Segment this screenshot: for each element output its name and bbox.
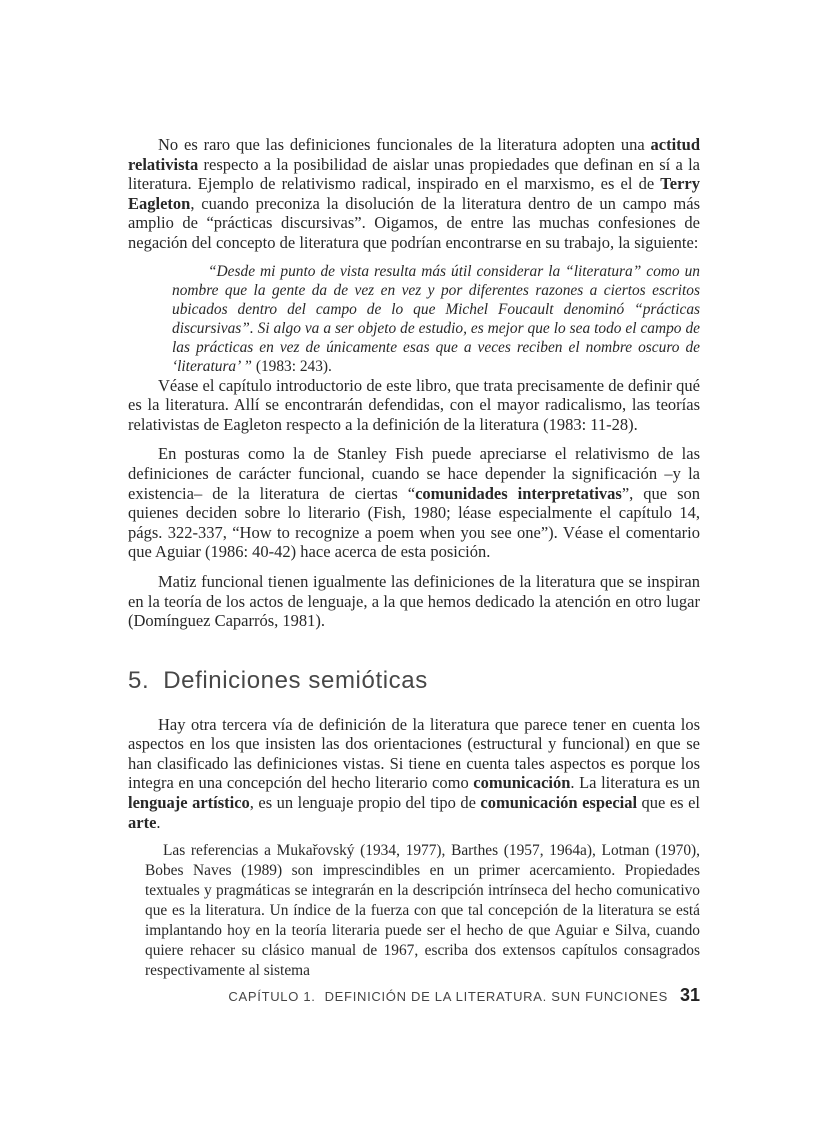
body-paragraph-3: En posturas como la de Stanley Fish puede apreciarse el relativismo de las definiciones de carácter funcional, cuando se hace depender la significación –y la existencia– de la literatura de ciertas “comunidades interpretativas”, que son quienes deciden sobre lo literario (Fish, 1980; léase especialmente el capítulo 14, págs. 322-337, “How to recognize a poem when you see one”). Véase el comentario que Aguiar (1986: 40-42) hace acerca de esta posición. [128, 444, 700, 562]
body-paragraph-1: No es raro que las definiciones funcionales de la literatura adopten una actitud relativista respecto a la posibilidad de aislar unas propiedades que definan en sí a la literatura. Ejemplo de relativismo radical, inspirado en el marxismo, es el de Terry Eagleton, cuando preconiza la disolución de la literatura dentro de un campo más amplio de “prácticas discursivas”. Oigamos, de entre las muchas confesiones de negación del concepto de literatura que podrían encontrarse en su trabajo, la siguiente: [128, 135, 700, 252]
section-title: Definiciones semióticas [163, 666, 428, 694]
section-number: 5. [128, 666, 150, 694]
body-paragraph-5: Hay otra tercera vía de definición de la literatura que parece tener en cuenta los aspectos en los que insisten las dos orientaciones (estructural y funcional) en que se han clasificado las definiciones vistas. Si tiene en cuenta tales aspectos es porque los integra en una concepción del hecho literario como comunicación. La literatura es un lenguaje artístico, es un lenguaje propio del tipo de comunicación especial que es el arte. [128, 714, 700, 832]
body-paragraph-2: Véase el capítulo introductorio de este libro, que trata precisamente de definir qué es la literatura. Allí se encontrarán defendidas, con el mayor radicalismo, las teorías relativistas de Eagleton respecto a la definición de la literatura (1983: 11-28). [128, 375, 700, 434]
footer-chapter-title: DEFINICIÓN DE LA LITERATURA. SUN FUNCIONES [324, 989, 668, 1004]
page-footer [228, 985, 700, 1006]
body-paragraph-4: Matiz funcional tienen igualmente las definiciones de la literatura que se inspiran en la teoría de los actos de lenguaje, a la que hemos dedicado la atención en otro lugar (Domínguez Caparrós, 1981). [128, 571, 700, 631]
page-number: 31 [679, 985, 700, 1005]
block-quote: “Desde mi punto de vista resulta más útil considerar la “literatura” como un nombre que la gente da de vez en vez y por diferentes razones a ciertos escritos ubicados dentro del campo de lo que Michel Foucault denominó “prácticas discursivas”. Si algo va a ser objeto de estudio, es mejor que lo sea todo el campo de las prácticas en vez de únicamente esas que a veces reciben el nombre oscuro de ‘literatura’ ” (1983: 243). [172, 262, 700, 375]
section-heading [128, 667, 700, 695]
footer-chapter-label: CAPÍTULO 1. [228, 989, 316, 1004]
page-content [128, 0, 700, 981]
small-type-paragraph: Las referencias a Mukařovský (1934, 1977), Barthes (1957, 1964a), Lotman (1970), Bobes Naves (1989) son imprescindibles en un primer acercamiento. Propiedades textuales y pragmáticas se integrarán en la descripción intrínseca del hecho comunicativo que es la literatura. Un índice de la fuerza con que tal concepción de la literatura se está implantando hoy en la teoría literaria puede ser el hecho de que Aguiar e Silva, cuando quiere rehacer su clásico manual de 1967, escriba dos extensos capítulos consagrados respectivamente al sistema [145, 842, 700, 980]
